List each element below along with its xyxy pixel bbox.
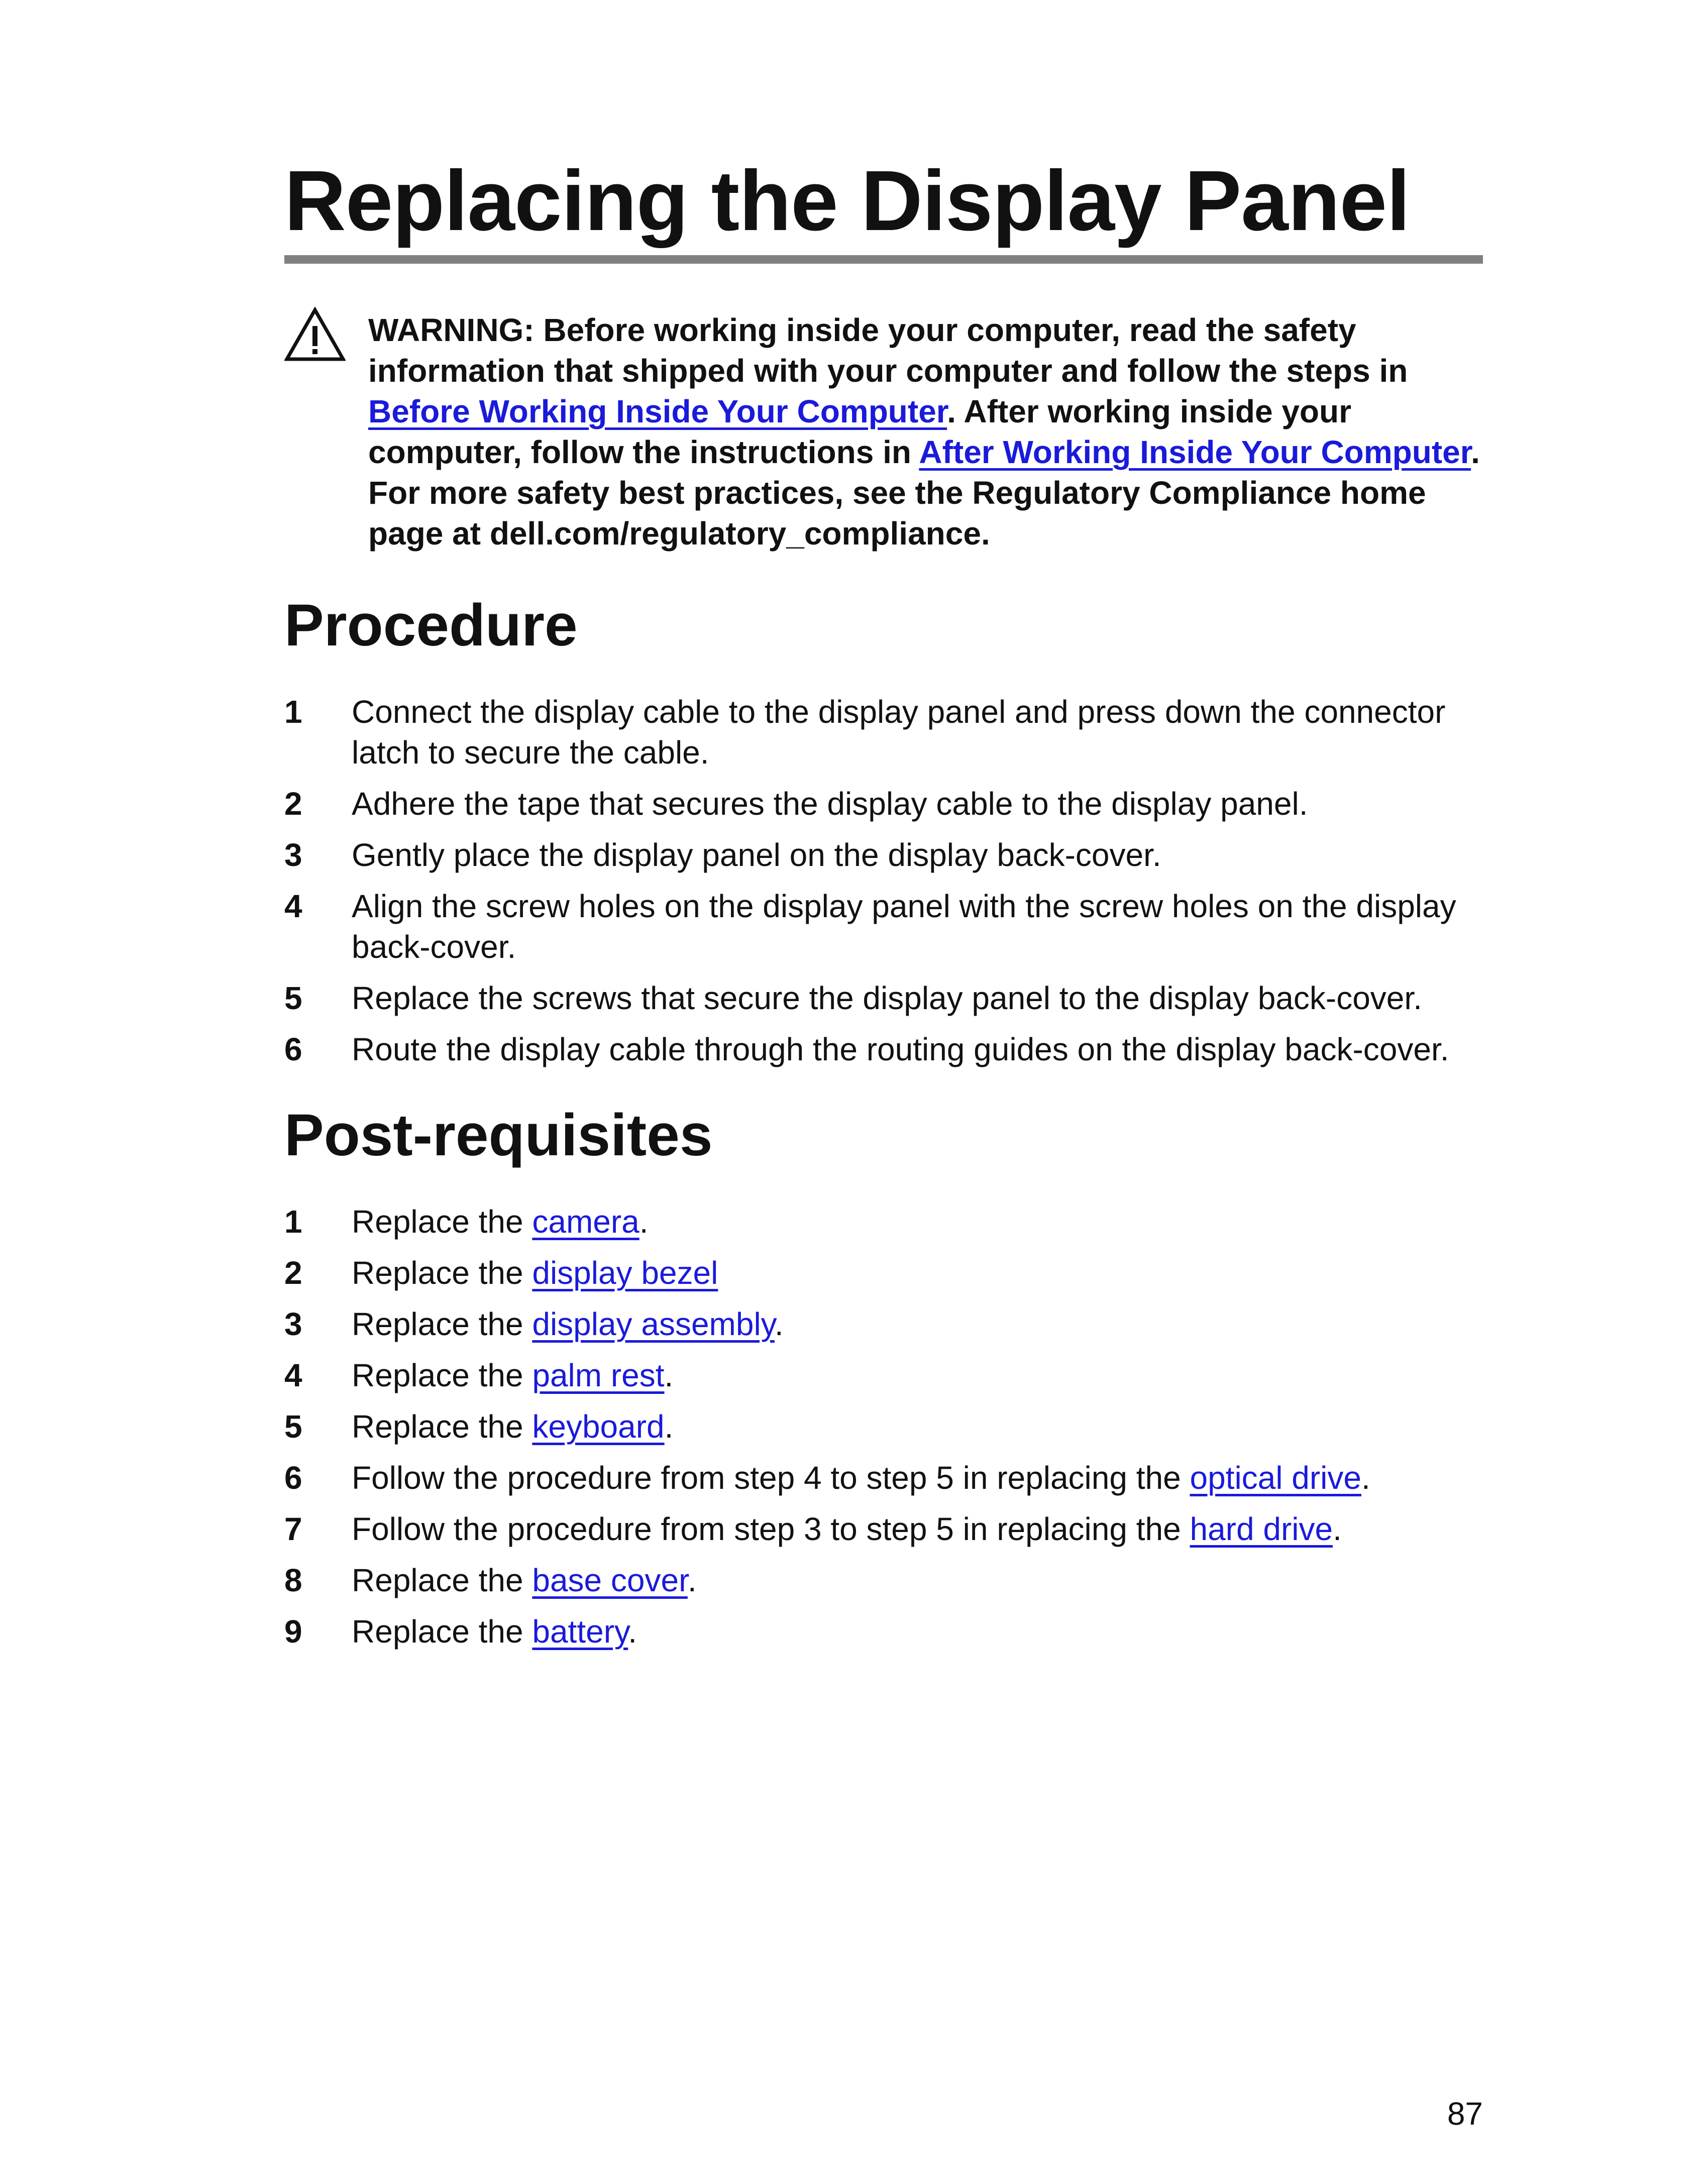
warning-text-part3: . For more safety best practices, see the Regulatory Compliance home page at dell.com/regulatory_compliance. [368,434,1480,552]
warning-text-part1: WARNING: Before working inside your computer, read the safety information that shipped with your computer and follow the steps in [368,312,1408,389]
step-number: 3 [284,837,302,873]
step-number: 1 [284,694,302,730]
warning-notice [284,310,1483,554]
step-text: Replace the [352,1255,532,1291]
step-text-end: . [687,1562,697,1598]
postrequisite-step [284,1509,1483,1550]
postrequisite-step [284,1458,1483,1498]
step-number: 5 [284,1408,302,1445]
step-text: Replace the [352,1357,532,1393]
step-text-end: . [774,1306,784,1342]
procedure-heading: Procedure [284,592,578,659]
step-number: 6 [284,1460,302,1496]
postrequisites-heading: Post-requisites [284,1102,713,1168]
step-text: Replace the [352,1306,532,1342]
battery-link[interactable]: battery [532,1613,628,1650]
postrequisite-step [284,1406,1483,1447]
warning-text-part2: . After working inside your computer, follow the instructions in [368,393,1351,470]
optical-drive-link[interactable]: optical drive [1190,1460,1361,1496]
step-text: Replace the [352,1204,532,1240]
step-number: 2 [284,1255,302,1291]
step-text-end: . [1361,1460,1370,1496]
step-text: Align the screw holes on the display panel with the screw holes on the display back-cover. [352,888,1456,965]
step-number: 1 [284,1204,302,1240]
step-text-end: . [639,1204,649,1240]
step-text: Adhere the tape that secures the display cable to the display panel. [352,786,1308,822]
postrequisite-step [284,1560,1483,1601]
procedure-step [284,886,1483,967]
step-number: 4 [284,1357,302,1393]
procedure-step [284,835,1483,876]
step-number: 7 [284,1511,302,1547]
warning-triangle-icon [284,307,346,362]
step-text: Follow the procedure from step 4 to step 5 in replacing the [352,1460,1190,1496]
hard-drive-link[interactable]: hard drive [1190,1511,1333,1547]
step-text-end: . [664,1357,674,1393]
postrequisite-step [284,1611,1483,1652]
base-cover-link[interactable]: base cover [532,1562,688,1598]
step-number: 4 [284,888,302,924]
page-title: Replacing the Display Panel [284,153,1410,249]
step-text: Route the display cable through the routing guides on the display back-cover. [352,1031,1449,1067]
step-number: 2 [284,786,302,822]
palm-rest-link[interactable]: palm rest [532,1357,665,1393]
display-assembly-link[interactable]: display assembly [532,1306,775,1342]
postrequisite-step [284,1202,1483,1242]
step-text: Replace the [352,1613,532,1650]
procedure-step [284,784,1483,824]
postrequisites-steps-list [284,1202,1483,1652]
step-text-end: . [1333,1511,1342,1547]
after-working-link[interactable]: After Working Inside Your Computer [919,434,1471,470]
step-text: Replace the [352,1408,532,1445]
procedure-step [284,978,1483,1019]
page-number: 87 [1447,2096,1483,2132]
postrequisite-step [284,1304,1483,1345]
step-number: 5 [284,980,302,1016]
step-number: 9 [284,1613,302,1650]
step-text: Connect the display cable to the display panel and press down the connector latch to secure the cable. [352,694,1446,771]
title-underline-rule [284,255,1483,264]
step-text-end: . [628,1613,637,1650]
step-text: Gently place the display panel on the display back-cover. [352,837,1161,873]
step-text: Follow the procedure from step 3 to step 5 in replacing the [352,1511,1190,1547]
step-number: 3 [284,1306,302,1342]
step-number: 6 [284,1031,302,1067]
keyboard-link[interactable]: keyboard [532,1408,665,1445]
procedure-step [284,1029,1483,1070]
procedure-step [284,692,1483,773]
step-text: Replace the screws that secure the display panel to the display back-cover. [352,980,1422,1016]
postrequisite-step [284,1253,1483,1293]
step-text: Replace the [352,1562,532,1598]
warning-text [368,310,1483,554]
procedure-steps-list [284,692,1483,1070]
postrequisite-step [284,1355,1483,1396]
display-bezel-link[interactable]: display bezel [532,1255,718,1291]
step-number: 8 [284,1562,302,1598]
before-working-link[interactable]: Before Working Inside Your Computer [368,393,947,429]
step-text-end: . [664,1408,674,1445]
camera-link[interactable]: camera [532,1204,639,1240]
document-page [284,151,1483,1663]
